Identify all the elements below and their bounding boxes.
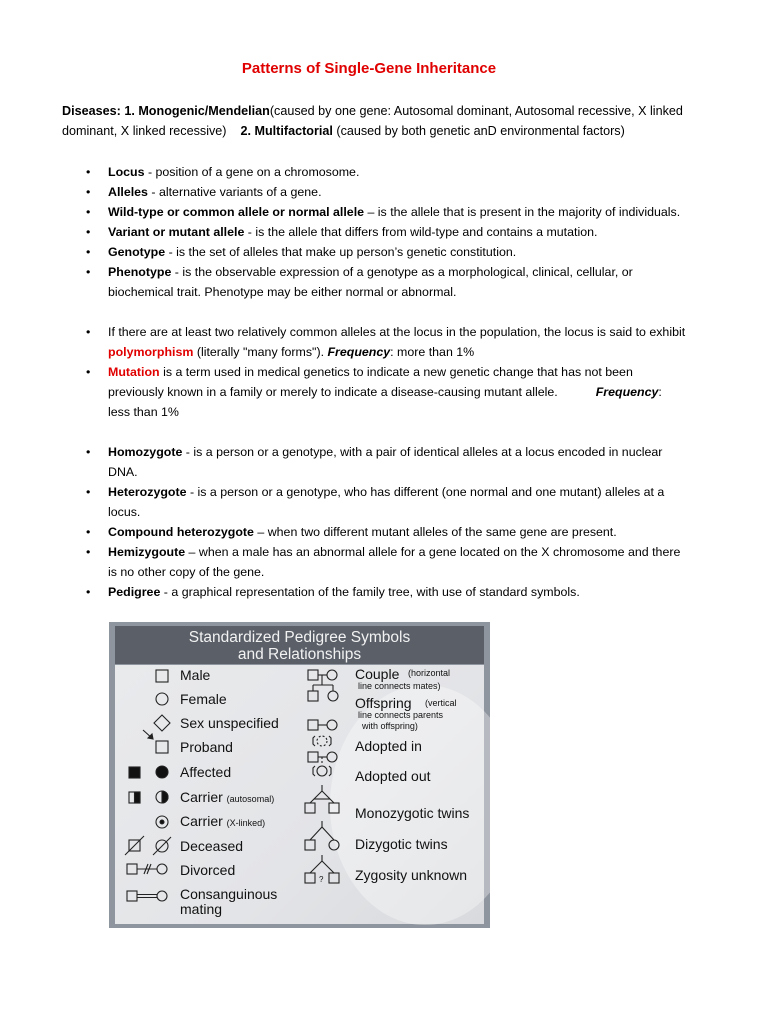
intro-lead: Diseases: <box>62 104 125 118</box>
label-divorced: Divorced <box>180 862 236 878</box>
intro-spacer <box>227 124 241 138</box>
label-sex-unspecified: Sex unspecified <box>180 715 279 731</box>
term: Phenotype <box>108 265 172 279</box>
frequency-value: : more than 1% <box>390 345 475 359</box>
male-symbol <box>156 670 168 682</box>
figure-title <box>115 629 484 663</box>
figure-body <box>115 665 484 924</box>
frequency-label: Frequency <box>595 385 659 399</box>
label-carrier-autosomal <box>180 789 274 805</box>
zygosity-twin-1 <box>305 873 315 883</box>
list-item-homozygote <box>86 442 686 482</box>
label-adopted-in: Adopted in <box>355 738 422 754</box>
term: Wild-type or common allele or normal allele <box>108 205 365 219</box>
definition: - is the allele that differs from wild-type and contains a mutation. <box>244 225 598 239</box>
proband-symbol <box>156 741 168 753</box>
figure-title-line1: Standardized Pedigree Symbols <box>188 629 411 646</box>
list-item-polymorphism <box>86 322 686 362</box>
list-item-variant <box>86 222 686 242</box>
couple-note-2: line connects mates) <box>358 681 441 691</box>
consanguineous-line1: Consanguinous <box>180 886 278 902</box>
offspring-note-1: (vertical <box>425 698 457 708</box>
definition: - a graphical representation of the family tree, with use of standard symbols. <box>160 585 580 599</box>
consanguineous-male-symbol <box>127 891 137 901</box>
label-female: Female <box>180 691 227 707</box>
term: Locus <box>108 165 145 179</box>
adopted-out-parent-male <box>308 752 318 762</box>
term: Mutation <box>108 365 160 379</box>
divorced-male-symbol <box>127 864 137 874</box>
term: Genotype <box>108 245 166 259</box>
offspring-female-symbol <box>328 691 338 701</box>
di-twin-male <box>305 840 315 850</box>
intro-item2: 2. Multifactorial <box>240 124 333 138</box>
definition: – when two different mutant alleles of the same gene are present. <box>253 525 617 539</box>
definition: - is the observable expression of a genotype as a morphological, clinical, cellular, or biochemical trait. Phenotype may be either normal or abnormal. <box>108 265 633 299</box>
adopted-in-parent-female <box>327 720 337 730</box>
couple-note-1: (horizontal <box>408 668 451 678</box>
intro-item1: 1. Monogenic/Mendelian <box>124 104 270 118</box>
list-item-genotype <box>86 242 686 262</box>
definitions-list-1 <box>86 162 686 602</box>
zygosity-question-mark: ? <box>319 875 324 884</box>
label-male: Male <box>180 667 211 683</box>
term: Alleles <box>108 185 148 199</box>
text: (literally "many forms"). <box>193 345 328 359</box>
carrier-note: (X-linked) <box>226 818 266 828</box>
label-zygosity-unknown: Zygosity unknown <box>355 867 468 883</box>
zygosity-twin-2 <box>329 873 339 883</box>
term: Compound heterozygote <box>108 525 254 539</box>
list-item-wild-type <box>86 202 686 222</box>
mono-twin-1 <box>305 803 315 813</box>
definition: is a term used in medical genetics to indicate a new genetic change that has not been previously known in a family or merely to indicate a disease-causing mutant allele. <box>108 365 633 399</box>
figure-title-line2: and Relationships <box>237 646 362 663</box>
label-proband: Proband <box>180 739 233 755</box>
affected-female-symbol <box>156 766 168 778</box>
adopted-out-child <box>317 766 327 776</box>
label-carrier-x-linked <box>180 813 265 829</box>
list-item-heterozygote <box>86 482 686 522</box>
couple-male-symbol <box>308 670 318 680</box>
label-adopted-out: Adopted out <box>355 768 431 784</box>
female-symbol <box>156 693 168 705</box>
consanguineous-line2: mating <box>180 901 223 917</box>
label-dizygotic-twins: Dizygotic twins <box>355 836 448 852</box>
text: If there are at least two relatively common alleles at the locus in the population, the locus is said to exhibit <box>108 325 686 339</box>
page-title: Patterns of Single-Gene Inheritance <box>241 60 497 77</box>
label-offspring: Offspring <box>355 695 412 711</box>
list-item-pedigree <box>86 582 686 602</box>
adopted-out-parent-female <box>327 752 337 762</box>
intro-item1-desc: (caused by one gene: Autosomal dominant, Autosomal recessive, X linked dominant, X linked recessive) <box>62 104 683 138</box>
sex-unspecified-symbol <box>154 715 170 731</box>
label-deceased: Deceased <box>180 838 244 854</box>
label-consanguineous <box>180 887 277 917</box>
adopted-in-child <box>317 736 327 746</box>
diseases-intro <box>62 101 702 141</box>
offspring-note-3: with offspring) <box>362 721 418 731</box>
label-monozygotic-twins: Monozygotic twins <box>355 805 470 821</box>
list-item-hemizygoute <box>86 542 686 582</box>
consanguineous-female-symbol <box>157 891 167 901</box>
term: Pedigree <box>108 585 161 599</box>
term: Variant or mutant allele <box>108 225 245 239</box>
definition: - is the set of alleles that make up person’s genetic constitution. <box>165 245 517 259</box>
term: polymorphism <box>108 345 194 359</box>
list-item-alleles <box>86 182 686 202</box>
list-item-phenotype <box>86 262 686 302</box>
adopted-in-parent-male <box>308 720 318 730</box>
term: Heterozygote <box>108 485 187 499</box>
definition: - is a person or a genotype, with a pair of identical alleles at a locus encoded in nuclear DNA. <box>108 445 663 479</box>
term: Hemizygoute <box>108 545 186 559</box>
carrier-text: Carrier <box>180 813 223 829</box>
term: Homozygote <box>108 445 183 459</box>
intro-item2-desc: (caused by both genetic anD environmental factors) <box>332 124 625 138</box>
label-affected: Affected <box>180 764 232 780</box>
definition: - alternative variants of a gene. <box>147 185 322 199</box>
figure-header <box>115 626 484 664</box>
frequency-label: Frequency <box>327 345 391 359</box>
couple-female-symbol <box>327 670 337 680</box>
definition: - position of a gene on a chromosome. <box>144 165 360 179</box>
carrier-text: Carrier <box>180 789 223 805</box>
definition: – when a male has an abnormal allele for a gene located on the X chromosome and there is no other copy of the gene. <box>108 545 681 579</box>
di-twin-female <box>329 840 339 850</box>
list-item-locus <box>86 162 686 182</box>
carrier-note: (autosomal) <box>226 794 275 804</box>
affected-male-symbol <box>129 767 140 778</box>
label-couple: Couple <box>355 666 400 682</box>
frequency-value: : less than 1% <box>108 385 662 419</box>
list-item-mutation <box>86 362 686 422</box>
mono-twin-2 <box>329 803 339 813</box>
definition: - is a person or a genotype, who has different (one normal and one mutant) alleles at a locus. <box>108 485 665 519</box>
offspring-note-2: line connects parents <box>358 710 444 720</box>
list-item-compound-heterozygote <box>86 522 686 542</box>
offspring-male-symbol <box>308 691 318 701</box>
pedigree-symbols-figure <box>109 622 490 928</box>
divorced-female-symbol <box>157 864 167 874</box>
definition: – is the allele that is present in the majority of individuals. <box>364 205 681 219</box>
